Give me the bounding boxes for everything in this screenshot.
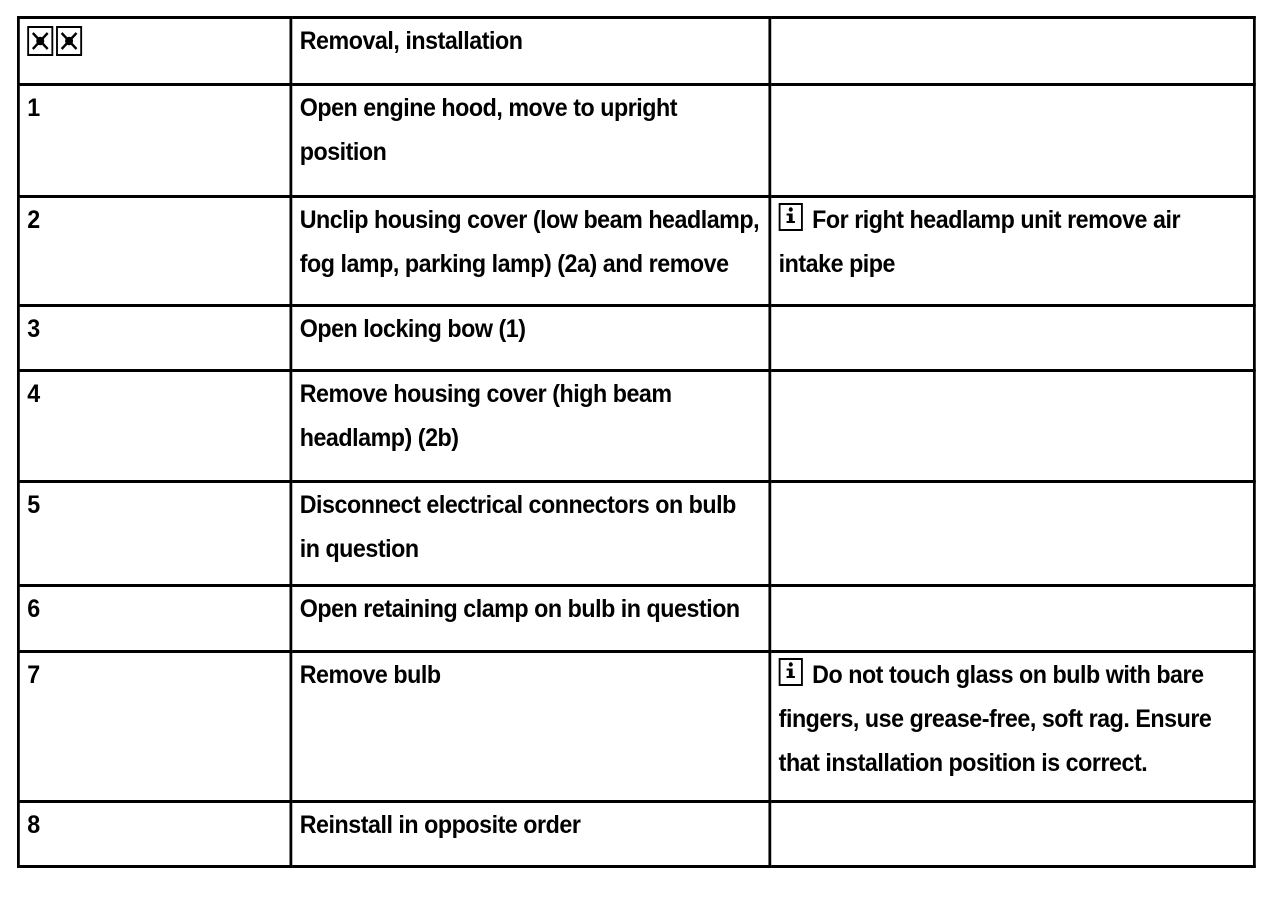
step-note [770,306,1255,371]
table-row [18,85,1254,197]
step-number: 4 [18,371,290,482]
step-note [770,802,1255,867]
step-number: 7 [18,652,290,802]
step-note: For right headlamp unit remove air intake pipe [778,206,1181,278]
info-icon [779,658,803,686]
table-row [18,586,1254,652]
table-row [18,802,1254,867]
step-note [770,482,1255,586]
step-note-cell [770,197,1255,306]
step-note: Do not touch glass on bulb with bare fingers, use grease-free, soft rag. Ensure that installation position is correct. [778,661,1212,777]
step-note [770,85,1255,197]
step-text: Open engine hood, move to upright position [291,85,770,197]
step-note [770,586,1255,652]
header-icons-cell [18,18,290,85]
step-text: Disconnect electrical connectors on bulb in question [291,482,770,586]
table-row [18,197,1254,306]
header-note [770,18,1255,85]
table-row [18,652,1254,802]
step-number: 1 [18,85,290,197]
table-row [18,371,1254,482]
header-row [18,18,1254,85]
step-text: Open locking bow (1) [291,306,770,371]
table-row [18,482,1254,586]
step-number: 3 [18,306,290,371]
step-number: 2 [18,197,290,306]
table-row [18,306,1254,371]
step-note-cell [770,652,1255,802]
step-number: 8 [18,802,290,867]
wrench-cross-icon [56,26,82,56]
step-text: Open retaining clamp on bulb in question [291,586,770,652]
procedure-table [17,16,1256,868]
wrench-cross-icon [27,26,53,56]
step-note [770,371,1255,482]
step-text: Remove bulb [291,652,770,802]
step-text: Reinstall in opposite order [291,802,770,867]
header-title: Removal, installation [291,18,770,85]
step-number: 5 [18,482,290,586]
info-icon [779,203,803,231]
step-number: 6 [18,586,290,652]
step-text: Unclip housing cover (low beam headlamp, fog lamp, parking lamp) (2a) and remove [291,197,770,306]
step-text: Remove housing cover (high beam headlamp) (2b) [291,371,770,482]
